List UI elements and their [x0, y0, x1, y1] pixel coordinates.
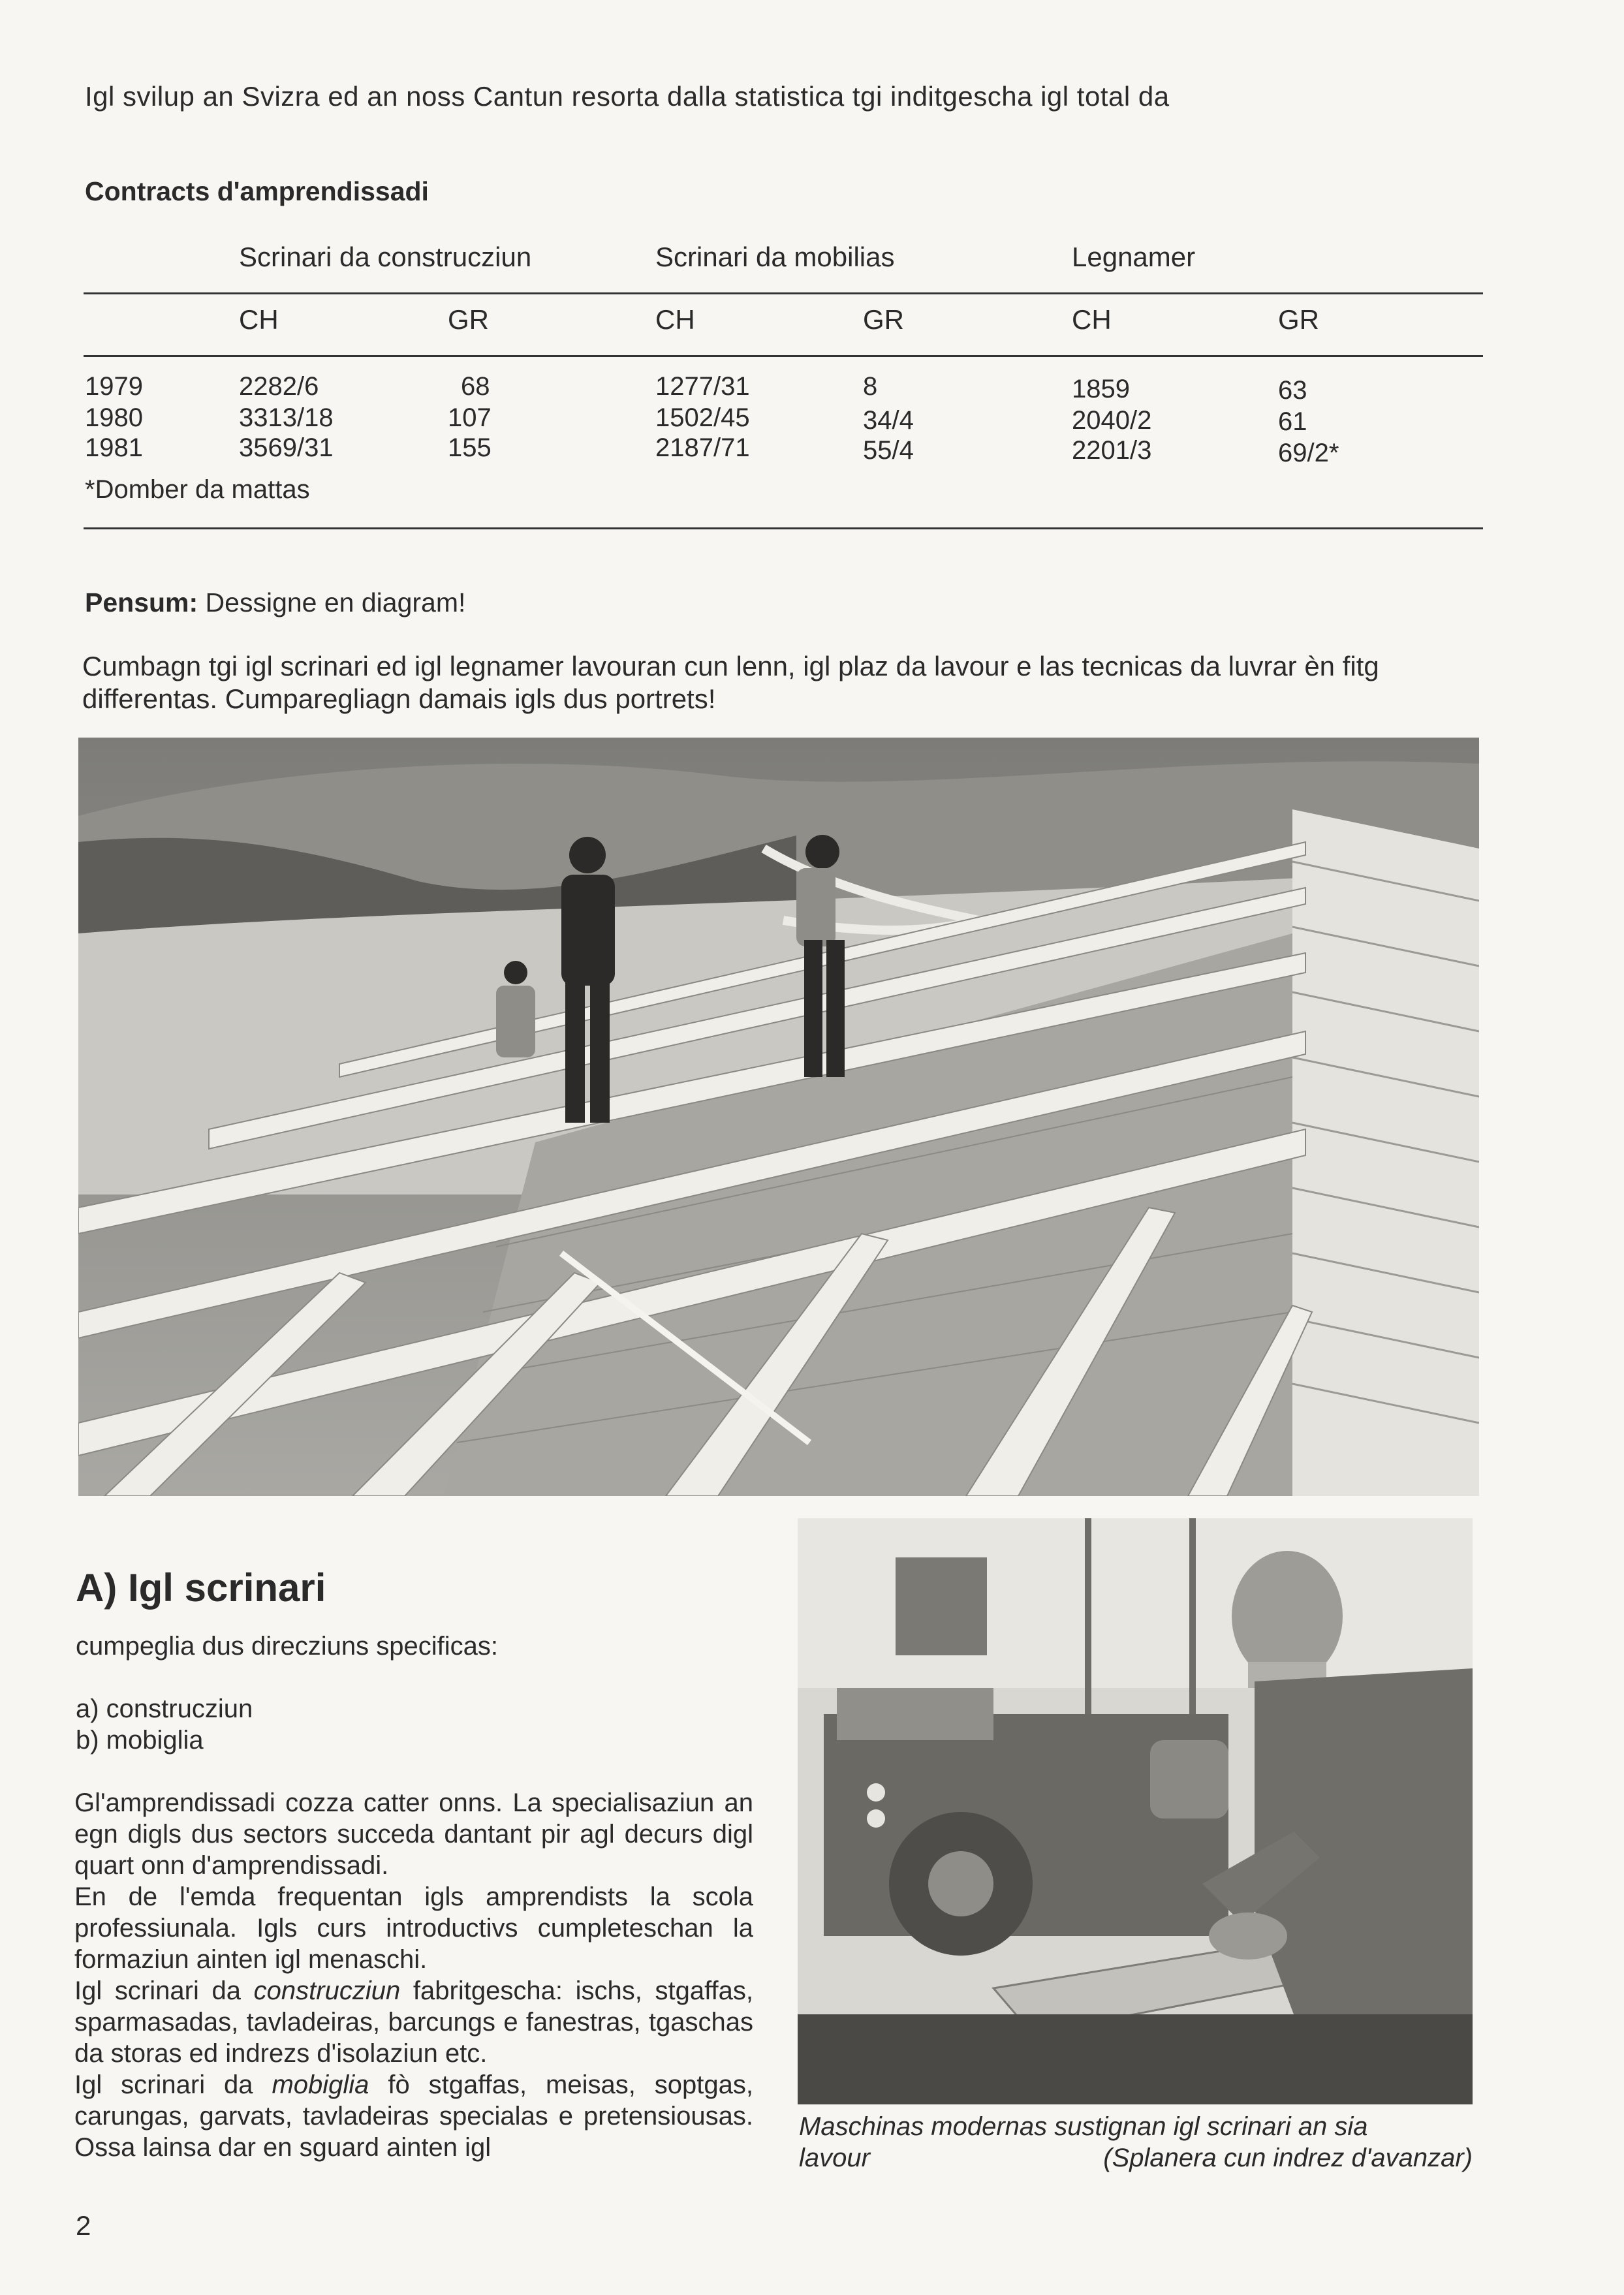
photo-caption: [799, 2111, 1473, 2174]
paragraph-construcziun: [74, 1975, 753, 2069]
table-footnote: *Domber da mattas: [85, 475, 310, 504]
table-title: Contracts d'amprendissadi: [85, 176, 429, 206]
table-cell: 69/2*: [1278, 439, 1339, 467]
table-cell: 61: [1278, 407, 1307, 436]
table-rule-header: [84, 355, 1483, 357]
table-rule-bottom: [84, 527, 1483, 529]
caption-line-1: Maschinas modernas sustignan igl scrinari an sia: [799, 2112, 1368, 2141]
table-cell: 68: [461, 372, 490, 401]
subheader-gr-3: GR: [1278, 304, 1319, 335]
caption-word-lavour: lavour: [799, 2144, 870, 2172]
planer-machine-photo: [798, 1518, 1473, 2104]
table-cell: 155: [448, 433, 492, 462]
table-cell: 107: [448, 403, 492, 432]
paragraph-mobiglia: [74, 2069, 753, 2163]
subheader-gr-1: GR: [448, 304, 489, 335]
text-run: fò stgaffas, meisas, soptgas, carungas, garvats, tavladeiras specialas e pretensiousas. Ossa lainsa dar en sguard ainten igl: [74, 2070, 754, 2162]
section-a-title: A) Igl scrinari: [76, 1566, 326, 1610]
group-header-mobilias: Scrinari da mobilias: [655, 242, 895, 272]
section-a-lead: cumpeglia dus direcziuns specificas:: [76, 1632, 498, 1661]
table-row-year: 1981: [85, 433, 143, 462]
emphasis-construcziun: construcziun: [253, 1976, 401, 2005]
page-number: 2: [76, 2210, 91, 2241]
text-run: fabritgescha: ischs, stgaffas, sparmasadas, tavladeiras, barcungs e fanestras, tgaschas da storas ed indrezs d'isolaziun etc.: [74, 1976, 753, 2068]
group-header-legnamer: Legnamer: [1072, 242, 1196, 272]
table-cell: 3313/18: [239, 403, 334, 432]
group-header-construcziun: Scrinari da construcziun: [239, 242, 532, 272]
compare-paragraph: Cumbagn tgi igl scrinari ed igl legnamer lavouran cun lenn, igl plaz da lavour e las tecnicas da luvrar èn fitg differentas. Cumparegliagn damais igls dus portrets!: [82, 651, 1379, 714]
list-item-construcziun: a) construcziun: [76, 1694, 253, 1723]
table-cell: 1502/45: [655, 403, 750, 432]
table-cell: 1859: [1072, 375, 1130, 403]
table-cell: 2187/71: [655, 433, 750, 462]
pensum-label: Pensum:: [85, 587, 198, 617]
paragraph-apprenticeship: Gl'amprendissadi cozza catter onns. La specialisaziun an egn digls dus sectors succeda dantant pir agl decurs digl quart onn d'amprendissadi.: [74, 1788, 753, 1880]
roof-construction-illustration: [78, 738, 1479, 1496]
text-run: Igl scrinari da: [74, 1976, 254, 2005]
planer-machine-illustration: [798, 1518, 1473, 2104]
paragraph-school: En de l'emda frequentan igls amprendists la scola professiunala. Igls curs introductivs cumpleteschan la formaziun ainten igl menaschi.: [74, 1882, 753, 1974]
pensum-text: Dessigne en diagram!: [198, 587, 466, 617]
caption-parenthetical: (Splanera cun indrez d'avanzar): [1103, 2144, 1473, 2172]
subheader-gr-2: GR: [863, 304, 904, 335]
table-row-year: 1979: [85, 372, 143, 401]
table-cell: 2282/6: [239, 372, 319, 401]
table-cell: 34/4: [863, 406, 914, 435]
table-cell: 63: [1278, 376, 1307, 405]
section-a-body: [74, 1787, 753, 2163]
text-run: Igl scrinari da: [74, 2070, 272, 2099]
caption-line-2: [799, 2142, 1473, 2174]
roof-construction-photo: [78, 738, 1479, 1496]
subheader-ch-3: CH: [1072, 304, 1112, 335]
list-item-mobiglia: b) mobiglia: [76, 1726, 204, 1755]
table-cell: 8: [863, 372, 878, 401]
table-cell: 1277/31: [655, 372, 750, 401]
intro-text: Igl svilup an Svizra ed an noss Cantun resorta dalla statistica tgi inditgescha igl total da: [85, 81, 1170, 112]
table-cell: 2040/2: [1072, 406, 1152, 435]
emphasis-mobiglia: mobiglia: [272, 2070, 369, 2099]
table-cell: 2201/3: [1072, 436, 1152, 465]
table-cell: 3569/31: [239, 433, 334, 462]
pensum-line: [85, 587, 465, 618]
subheader-ch-1: CH: [239, 304, 279, 335]
subheader-ch-2: CH: [655, 304, 695, 335]
table-row-year: 1980: [85, 403, 143, 432]
table-cell: 55/4: [863, 436, 914, 465]
table-rule-top: [84, 292, 1483, 294]
